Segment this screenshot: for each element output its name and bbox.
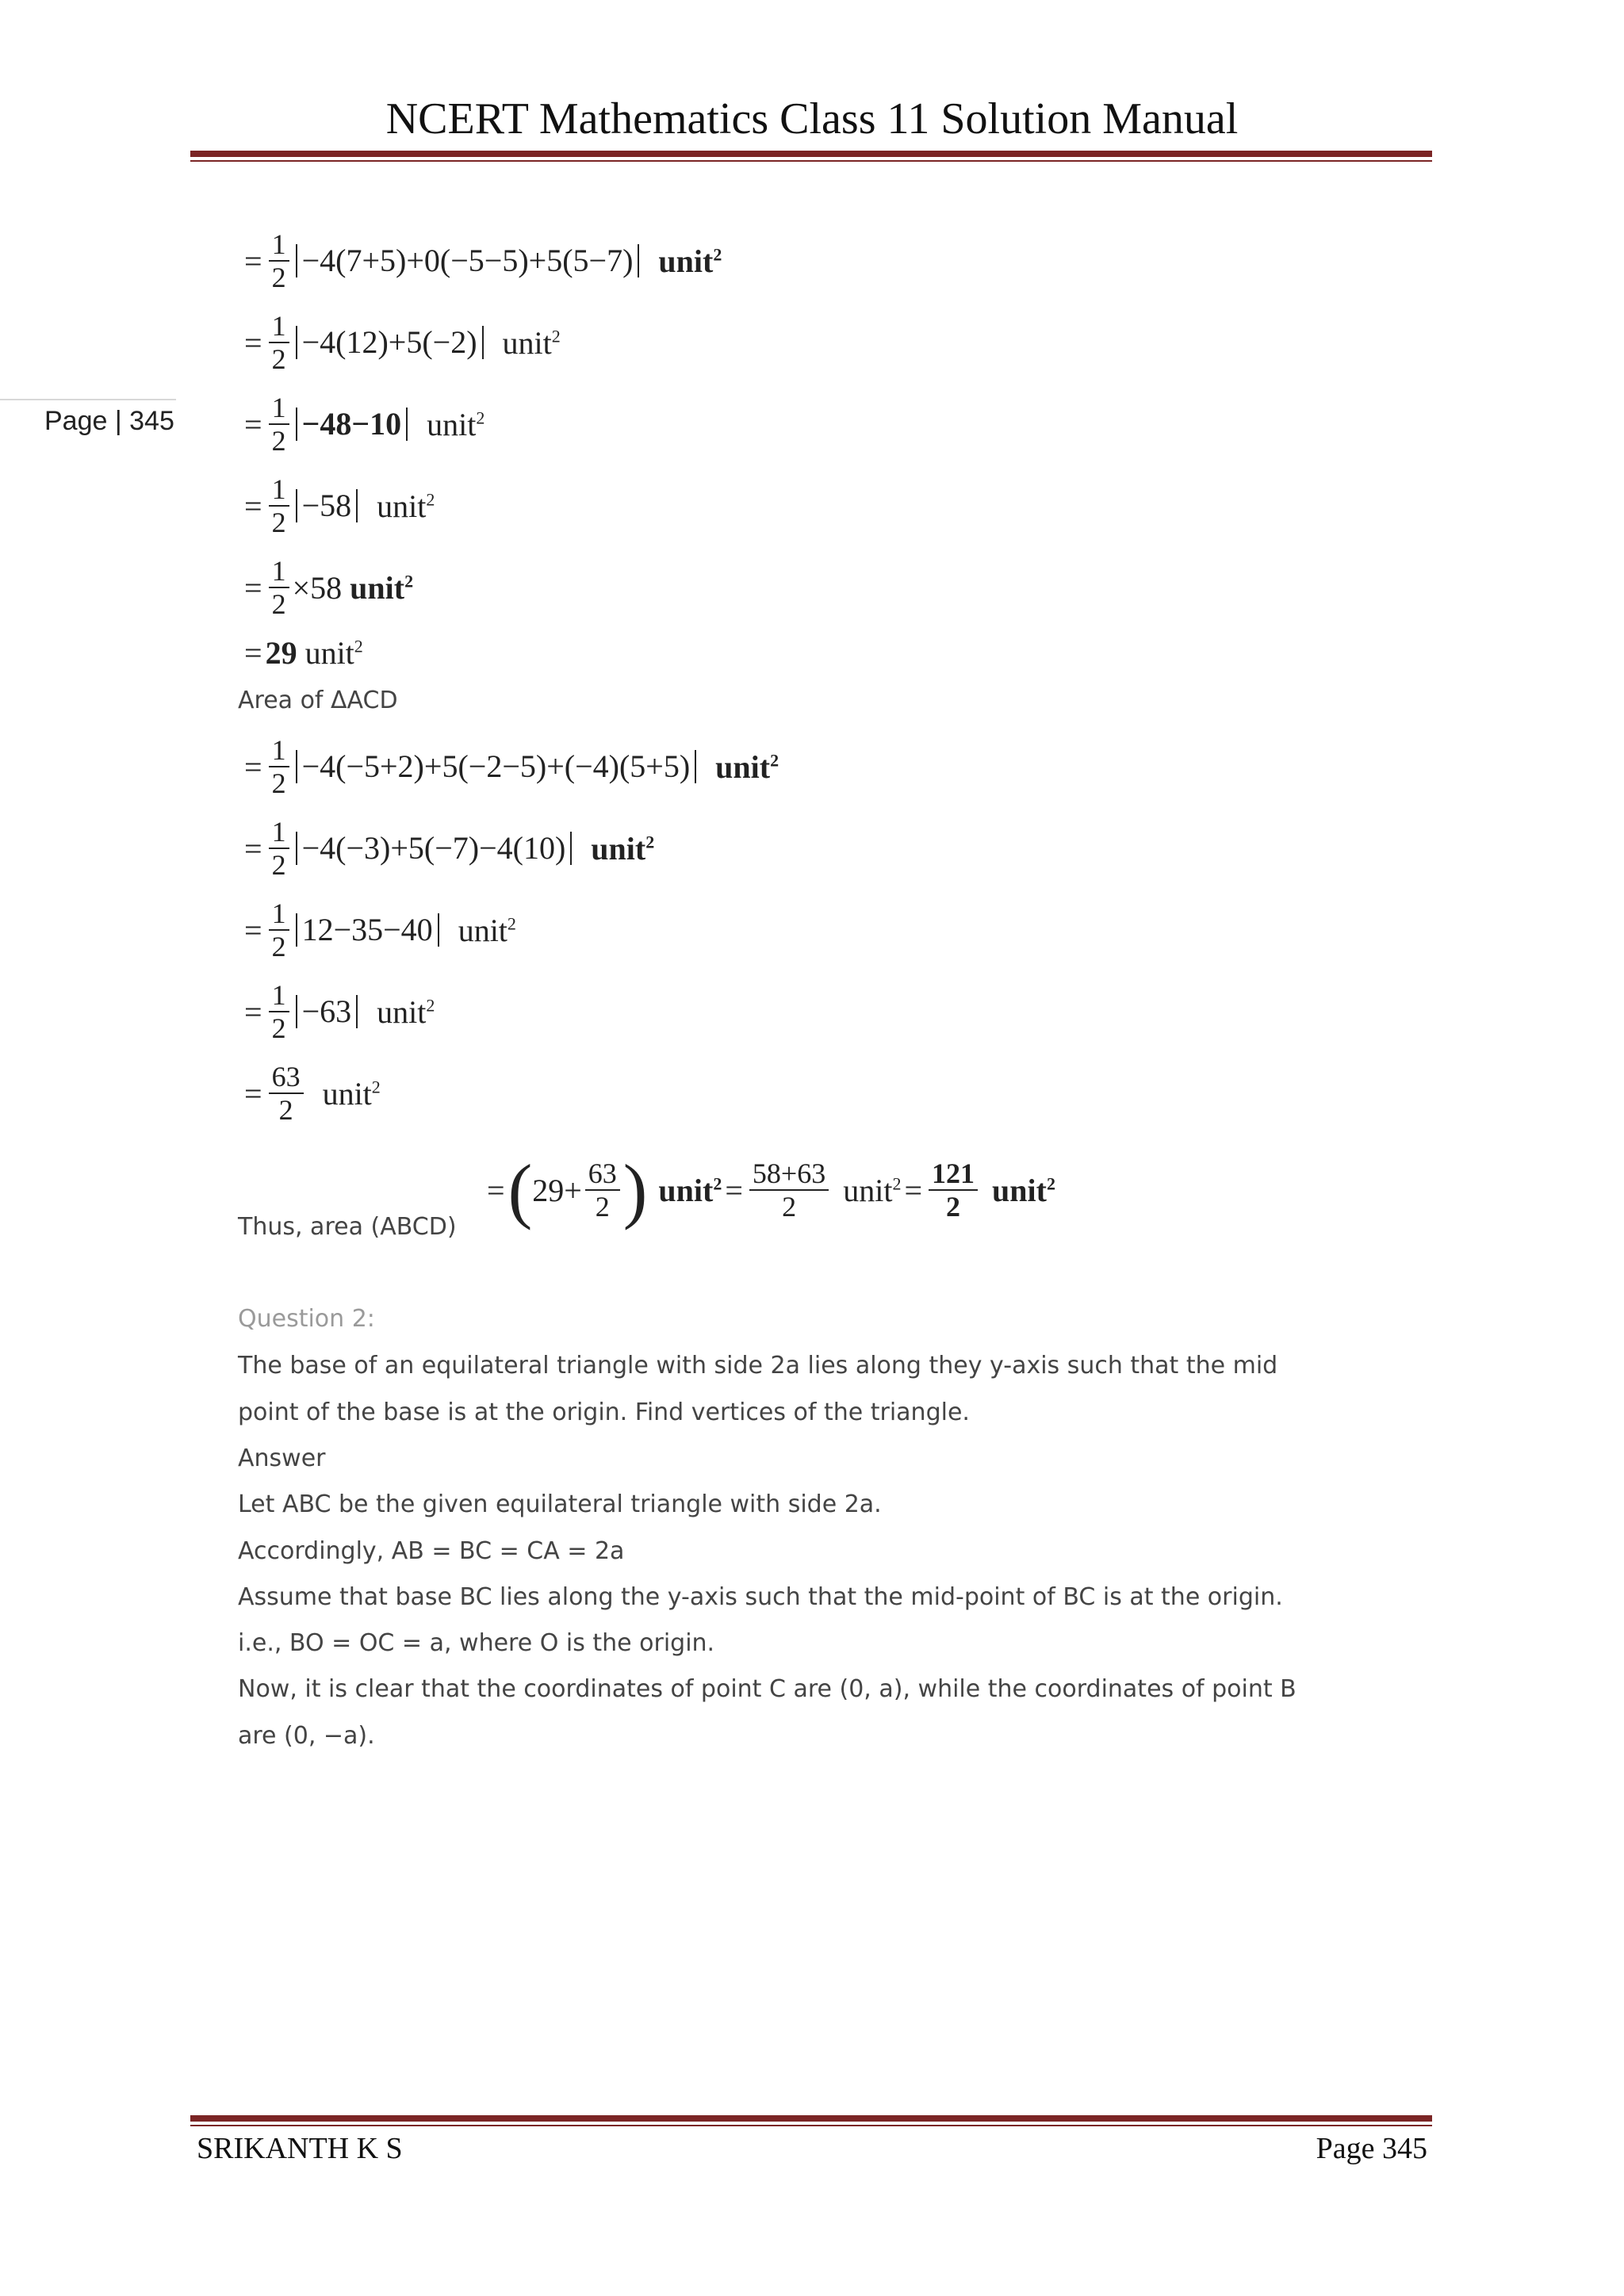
- answer-line-2: Accordingly, AB = BC = CA = 2a: [238, 1537, 625, 1565]
- fraction-half: $\frac{1}{2}$: [269, 981, 289, 1043]
- answer-line-1: Let ABC be the given equilateral triangle with side 2a.: [238, 1490, 882, 1518]
- equation-line-10: = $\frac{1}{2}$ −63 unit$^2$: [244, 979, 435, 1044]
- absolute-value: −4(7+5)+0(−5−5)+5(5−7): [296, 244, 640, 277]
- sidebar-page-number: Page | 345: [44, 406, 174, 436]
- answer-line-6: are (0, −a).: [238, 1722, 375, 1750]
- unit-label: unit$^2$: [377, 488, 435, 524]
- fraction-63-over-2: $\frac{63}{2}$: [585, 1159, 620, 1221]
- absolute-value: −48−10: [296, 408, 408, 441]
- equation-line-8: = $\frac{1}{2}$ −4(−3)+5(−7)−4(10) unit$^2$: [244, 816, 655, 881]
- fraction-half: $\frac{1}{2}$: [269, 899, 289, 961]
- footer-page-number: Page 345: [1316, 2132, 1427, 2165]
- fraction-sum: $\frac{58+63}{2}$: [749, 1159, 829, 1221]
- unit-label: unit$^2$: [322, 1075, 381, 1112]
- question-heading: Question 2:: [238, 1305, 375, 1333]
- fraction-half: $\frac{1}{2}$: [269, 817, 289, 879]
- fraction-half: $\frac{1}{2}$: [269, 557, 289, 618]
- unit-label: unit$^2$: [377, 993, 435, 1030]
- sidebar-divider: [0, 399, 176, 400]
- equation-line-2: = $\frac{1}{2}$ −4(12)+5(−2) unit$^2$: [244, 310, 561, 375]
- equation-line-9: = $\frac{1}{2}$ 12−35−40 unit$^2$: [244, 897, 516, 962]
- fraction-half: $\frac{1}{2}$: [269, 393, 289, 455]
- unit-label: unit$^2$: [591, 830, 655, 867]
- area-acd-label: Area of ΔACD: [238, 687, 398, 714]
- answer-line-5: Now, it is clear that the coordinates of point C are (0, a), while the coordinates of point B: [238, 1675, 1297, 1703]
- equation-line-5: = $\frac{1}{2}$ ×58 unit$^2$: [244, 555, 414, 620]
- fraction-half: $\frac{1}{2}$: [269, 475, 289, 537]
- footer-rule: [190, 2115, 1432, 2122]
- total-area-equation: = ( 29+ $\frac{63}{2}$ ) unit$^2$ = $\frac{58+63}{2}$ unit$^2$ = $\frac{121}{2}$ unit$^2$: [487, 1150, 1055, 1230]
- page-title: NCERT Mathematics Class 11 Solution Manual: [385, 94, 1239, 144]
- unit-label: unit$^2$: [658, 243, 722, 279]
- unit-label: unit$^2$: [427, 406, 485, 442]
- question-line-2: point of the base is at the origin. Find vertices of the triangle.: [238, 1399, 970, 1426]
- absolute-value: −4(−3)+5(−7)−4(10): [296, 832, 573, 865]
- absolute-value: −4(12)+5(−2): [296, 326, 484, 359]
- answer-label: Answer: [238, 1445, 326, 1472]
- absolute-value: −63: [296, 995, 358, 1028]
- equation-line-4: = $\frac{1}{2}$ −58 unit$^2$: [244, 473, 435, 538]
- question-line-1: The base of an equilateral triangle with side 2a lies along they y-axis such that the mid: [238, 1352, 1278, 1380]
- equation-line-6: = 29 unit$^2$: [244, 635, 363, 671]
- unit-label: unit$^2$: [502, 324, 561, 361]
- product-expression: ×58: [292, 569, 343, 606]
- unit-label: unit$^2$: [992, 1172, 1055, 1208]
- unit-label: unit$^2$: [304, 635, 363, 671]
- header-rule-thin: [190, 160, 1432, 162]
- footer-rule-thin: [190, 2125, 1432, 2126]
- fraction-63-over-2: $\frac{63}{2}$: [269, 1062, 304, 1124]
- answer-line-4: i.e., BO = OC = a, where O is the origin.: [238, 1629, 715, 1657]
- fraction-half: $\frac{1}{2}$: [269, 736, 289, 798]
- equation-line-7: = $\frac{1}{2}$ −4(−5+2)+5(−2−5)+(−4)(5+5) unit$^2$: [244, 734, 779, 799]
- unit-label: unit$^2$: [458, 912, 516, 948]
- unit-label: unit$^2$: [658, 1172, 722, 1208]
- unit-label: unit$^2$: [843, 1172, 902, 1208]
- thus-area-label: Thus, area (ABCD): [238, 1213, 457, 1241]
- footer-author: SRIKANTH K S: [197, 2132, 403, 2165]
- equation-line-3: = $\frac{1}{2}$ −48−10 unit$^2$: [244, 392, 485, 457]
- header-rule: [190, 151, 1432, 157]
- unit-label: unit$^2$: [715, 748, 779, 785]
- answer-line-3: Assume that base BC lies along the y-axis such that the mid-point of BC is at the origin.: [238, 1583, 1283, 1611]
- fraction-half: $\frac{1}{2}$: [269, 230, 289, 292]
- fraction-half: $\frac{1}{2}$: [269, 312, 289, 373]
- equation-line-11: = $\frac{63}{2}$ unit$^2$: [244, 1061, 381, 1126]
- absolute-value: −4(−5+2)+5(−2−5)+(−4)(5+5): [296, 750, 697, 783]
- unit-label: unit$^2$: [350, 569, 414, 606]
- absolute-value: 12−35−40: [296, 913, 439, 947]
- absolute-value: −58: [296, 489, 358, 522]
- equation-line-1: = $\frac{1}{2}$ −4(7+5)+0(−5−5)+5(5−7) unit$^2$: [244, 228, 722, 293]
- fraction-121-over-2: $\frac{121}{2}$: [929, 1159, 978, 1221]
- result-value: 29: [265, 635, 297, 671]
